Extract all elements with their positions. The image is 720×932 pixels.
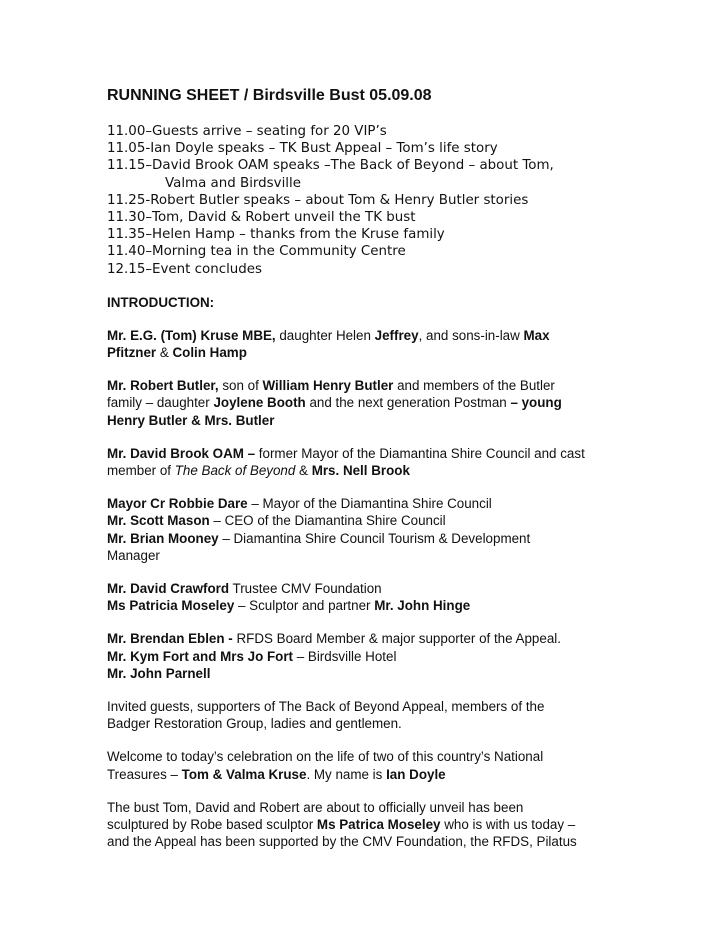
guest-name: Ian Doyle [386, 766, 446, 782]
schedule-time: 12.15 [107, 261, 146, 277]
guest-name: Mr. Brendan Eblen - [107, 631, 233, 647]
guest-name: Ms Patrica Moseley [316, 817, 441, 833]
body-text: Welcome to today’s celebration on the life of two of this country’s National [107, 749, 544, 765]
body-text: Badger Restoration Group, ladies and gentlemen. [107, 716, 402, 732]
guest-name: Mr. John Hinge [374, 598, 471, 614]
schedule-description: Morning tea in the Community Centre [152, 244, 406, 260]
invited-guests-paragraph [107, 698, 627, 732]
guest-name: William Henry Butler [262, 378, 394, 394]
film-title: The Back of Beyond [174, 463, 296, 479]
intro-text: & [156, 345, 173, 361]
intro-text: member of [107, 463, 175, 479]
guest-name: Mayor Cr Robbie Dare [107, 496, 248, 512]
intro-text: – Mayor of the Diamantina Shire Council [247, 496, 492, 512]
intro-text: , and sons-in-law [418, 327, 524, 343]
guest-name: – young [510, 395, 562, 411]
guest-name: Mr. Kym Fort and Mrs Jo Fort [107, 648, 293, 664]
intro-text: and members of the Butler [393, 378, 555, 394]
schedule-description: Robert Butler speaks – about Tom & Henry Butler stories [150, 192, 529, 208]
guest-name: Tom & Valma Kruse [181, 766, 307, 782]
guest-name: Mr. E.G. (Tom) Kruse MBE, [107, 327, 276, 343]
body-text: sculptured by Robe based sculptor [107, 817, 317, 833]
schedule-time: 11.00 [107, 124, 146, 139]
schedule-continuation: Valma and Birdsville [165, 175, 301, 191]
schedule-item [107, 192, 627, 209]
guest-name: Joylene Booth [213, 395, 306, 411]
schedule-time: 11.40 [107, 244, 146, 260]
introduction-heading: INTRODUCTION: [107, 294, 215, 310]
guest-name: Max [523, 327, 550, 343]
schedule-time: 11.25 [107, 192, 146, 208]
intro-brook [107, 445, 627, 479]
guest-name: Jeffrey [374, 327, 419, 343]
guest-name: Ms Patricia Moseley [107, 598, 235, 614]
schedule-separator: – [145, 244, 153, 260]
intro-text: and the next generation Postman [305, 395, 511, 411]
schedule-description: Guests arrive – seating for 20 VIP’s [152, 124, 387, 139]
intro-foundation [107, 580, 627, 614]
bust-paragraph [107, 799, 627, 851]
schedule-time: 11.30 [107, 210, 146, 226]
schedule-separator: – [145, 124, 153, 139]
intro-text: – Diamantina Shire Council Tourism & Development [218, 530, 531, 546]
intro-text: Trustee CMV Foundation [229, 581, 382, 597]
body-text: who is with us today – [440, 817, 576, 833]
schedule-item [107, 157, 627, 174]
guest-name: Mr. David Crawford [107, 581, 230, 597]
schedule-description: Ian Doyle speaks – TK Bust Appeal – Tom’s life story [150, 141, 498, 157]
body-text: Invited guests, supporters of The Back of Beyond Appeal, members of the [107, 699, 545, 715]
intro-text: & [295, 463, 312, 479]
body-text: The bust Tom, David and Robert are about to officially unveil has been [107, 799, 524, 815]
intro-council [107, 495, 627, 564]
schedule-time: 11.15 [107, 158, 146, 174]
schedule-time: 11.05 [107, 141, 146, 157]
body-text: . My name is [306, 766, 387, 782]
running-schedule [107, 123, 627, 278]
guest-name: Mr. John Parnell [107, 665, 211, 681]
schedule-description: Helen Hamp – thanks from the Kruse family [152, 227, 445, 243]
schedule-item [107, 243, 627, 260]
intro-text: former Mayor of the Diamantina Shire Council and cast [255, 445, 585, 461]
schedule-description: Event concludes [152, 261, 262, 277]
schedule-separator: – [145, 210, 153, 226]
body-text: Treasures – [107, 766, 182, 782]
intro-text: – Birdsville Hotel [293, 648, 397, 664]
schedule-separator: - [145, 141, 151, 157]
guest-name: Pfitzner [107, 345, 157, 361]
intro-text: RFDS Board Member & major supporter of the Appeal. [232, 631, 561, 647]
schedule-separator: – [145, 158, 153, 174]
schedule-separator: - [145, 192, 151, 208]
schedule-description: David Brook OAM speaks –The Back of Beyond – about Tom, [152, 158, 554, 174]
intro-kruse [107, 327, 627, 361]
guest-name: Henry Butler & Mrs. Butler [107, 412, 275, 428]
intro-text: daughter Helen [275, 327, 375, 343]
schedule-item [107, 209, 627, 226]
guest-name: Colin Hamp [172, 345, 247, 361]
guest-name: Mr. Scott Mason [107, 513, 210, 529]
page-title: RUNNING SHEET / Birdsville Bust 05.09.08 [107, 87, 432, 104]
intro-text: – Sculptor and partner [234, 598, 375, 614]
intro-text: family – daughter [107, 395, 214, 411]
guest-name: Mr. Robert Butler, [107, 378, 219, 394]
schedule-separator: – [145, 227, 153, 243]
document-content [107, 86, 627, 867]
schedule-item [107, 140, 627, 157]
schedule-item [107, 123, 627, 140]
intro-butler [107, 377, 627, 429]
schedule-time: 11.35 [107, 227, 146, 243]
intro-supporters [107, 630, 627, 682]
schedule-description: Tom, David & Robert unveil the TK bust [152, 210, 416, 226]
schedule-separator: – [145, 261, 153, 277]
schedule-item [107, 261, 627, 278]
welcome-paragraph [107, 748, 627, 782]
body-text: and the Appeal has been supported by the CMV Foundation, the RFDS, Pilatus [107, 834, 577, 850]
intro-text: son of [218, 378, 263, 394]
guest-name: Mrs. Nell Brook [311, 463, 410, 479]
intro-text: Manager [107, 547, 160, 563]
guest-name: Mr. David Brook OAM – [107, 445, 256, 461]
guest-name: Mr. Brian Mooney [107, 530, 219, 546]
schedule-item [107, 226, 627, 243]
intro-text: – CEO of the Diamantina Shire Council [209, 513, 446, 529]
